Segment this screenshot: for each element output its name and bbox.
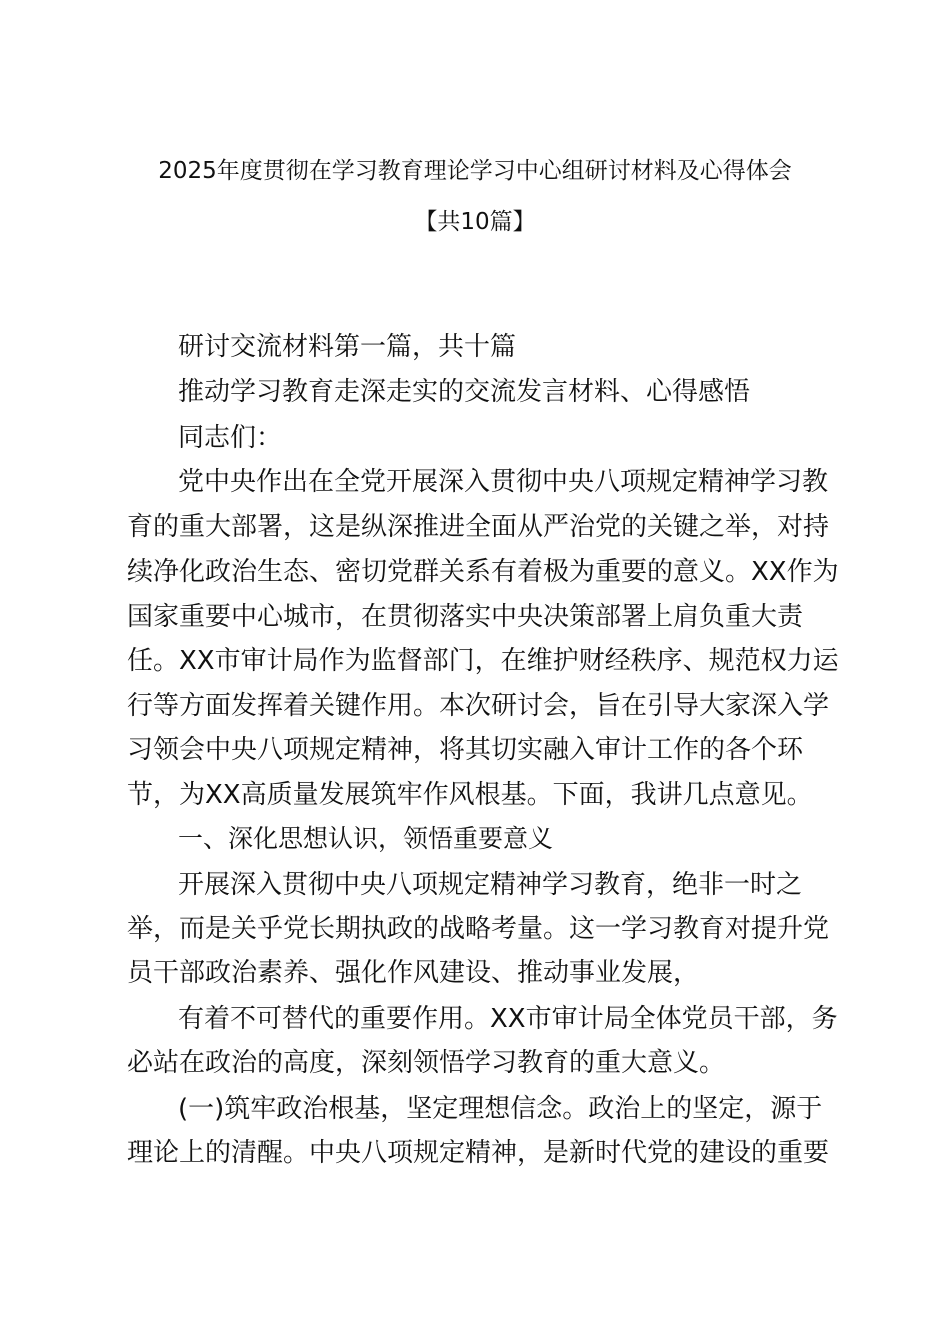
section-heading: 一、深化思想认识，领悟重要意义: [178, 824, 554, 853]
paragraph-line: 党中央作出在全党开展深入贯彻中央八项规定精神学习教: [178, 467, 829, 497]
paragraph-line: (一)筑牢政治根基，坚定理想信念。政治上的坚定，源于: [178, 1094, 823, 1124]
paragraph-line: 节，为XX高质量发展筑牢作风根基。下面，我讲几点意见。: [127, 780, 813, 810]
salutation: 同志们：: [178, 423, 283, 453]
paragraph-line: 必站在政治的高度，深刻领悟学习教育的重大意义。: [127, 1048, 726, 1078]
paragraph-line: 理论上的清醒。中央八项规定精神，是新时代党的建设的重要: [127, 1138, 830, 1168]
paragraph-line: 有着不可替代的重要作用。XX市审计局全体党员干部，务: [178, 1004, 838, 1034]
paragraph-line: 续净化政治生态、密切党群关系有着极为重要的意义。XX作为: [127, 557, 839, 587]
paragraph-line: 推动学习教育走深走实的交流发言材料、心得感悟: [178, 377, 751, 407]
paragraph-line: 行等方面发挥着关键作用。本次研讨会，旨在引导大家深入学: [127, 691, 830, 721]
paragraph-line: 开展深入贯彻中央八项规定精神学习教育，绝非一时之: [178, 870, 803, 900]
paragraph-line: 任。XX市审计局作为监督部门，在维护财经秩序、规范权力运: [127, 646, 839, 676]
paragraph-line: 育的重大部署，这是纵深推进全面从严治党的关键之举，对持: [127, 512, 830, 542]
paragraph-line: 习领会中央八项规定精神，将其切实融入审计工作的各个环: [127, 735, 804, 765]
paragraph-line: 研讨交流材料第一篇，共十篇: [178, 332, 517, 362]
document-subtitle: 【共10篇】: [414, 209, 536, 235]
document-title: 2025年度贯彻在学习教育理论学习中心组研讨材料及心得体会: [158, 158, 792, 184]
paragraph-line: 国家重要中心城市，在贯彻落实中央决策部署上肩负重大责: [127, 602, 804, 632]
paragraph-line: 员干部政治素养、强化作风建设、推动事业发展，: [127, 958, 700, 988]
paragraph-line: 举，而是关乎党长期执政的战略考量。这一学习教育对提升党: [127, 914, 830, 944]
